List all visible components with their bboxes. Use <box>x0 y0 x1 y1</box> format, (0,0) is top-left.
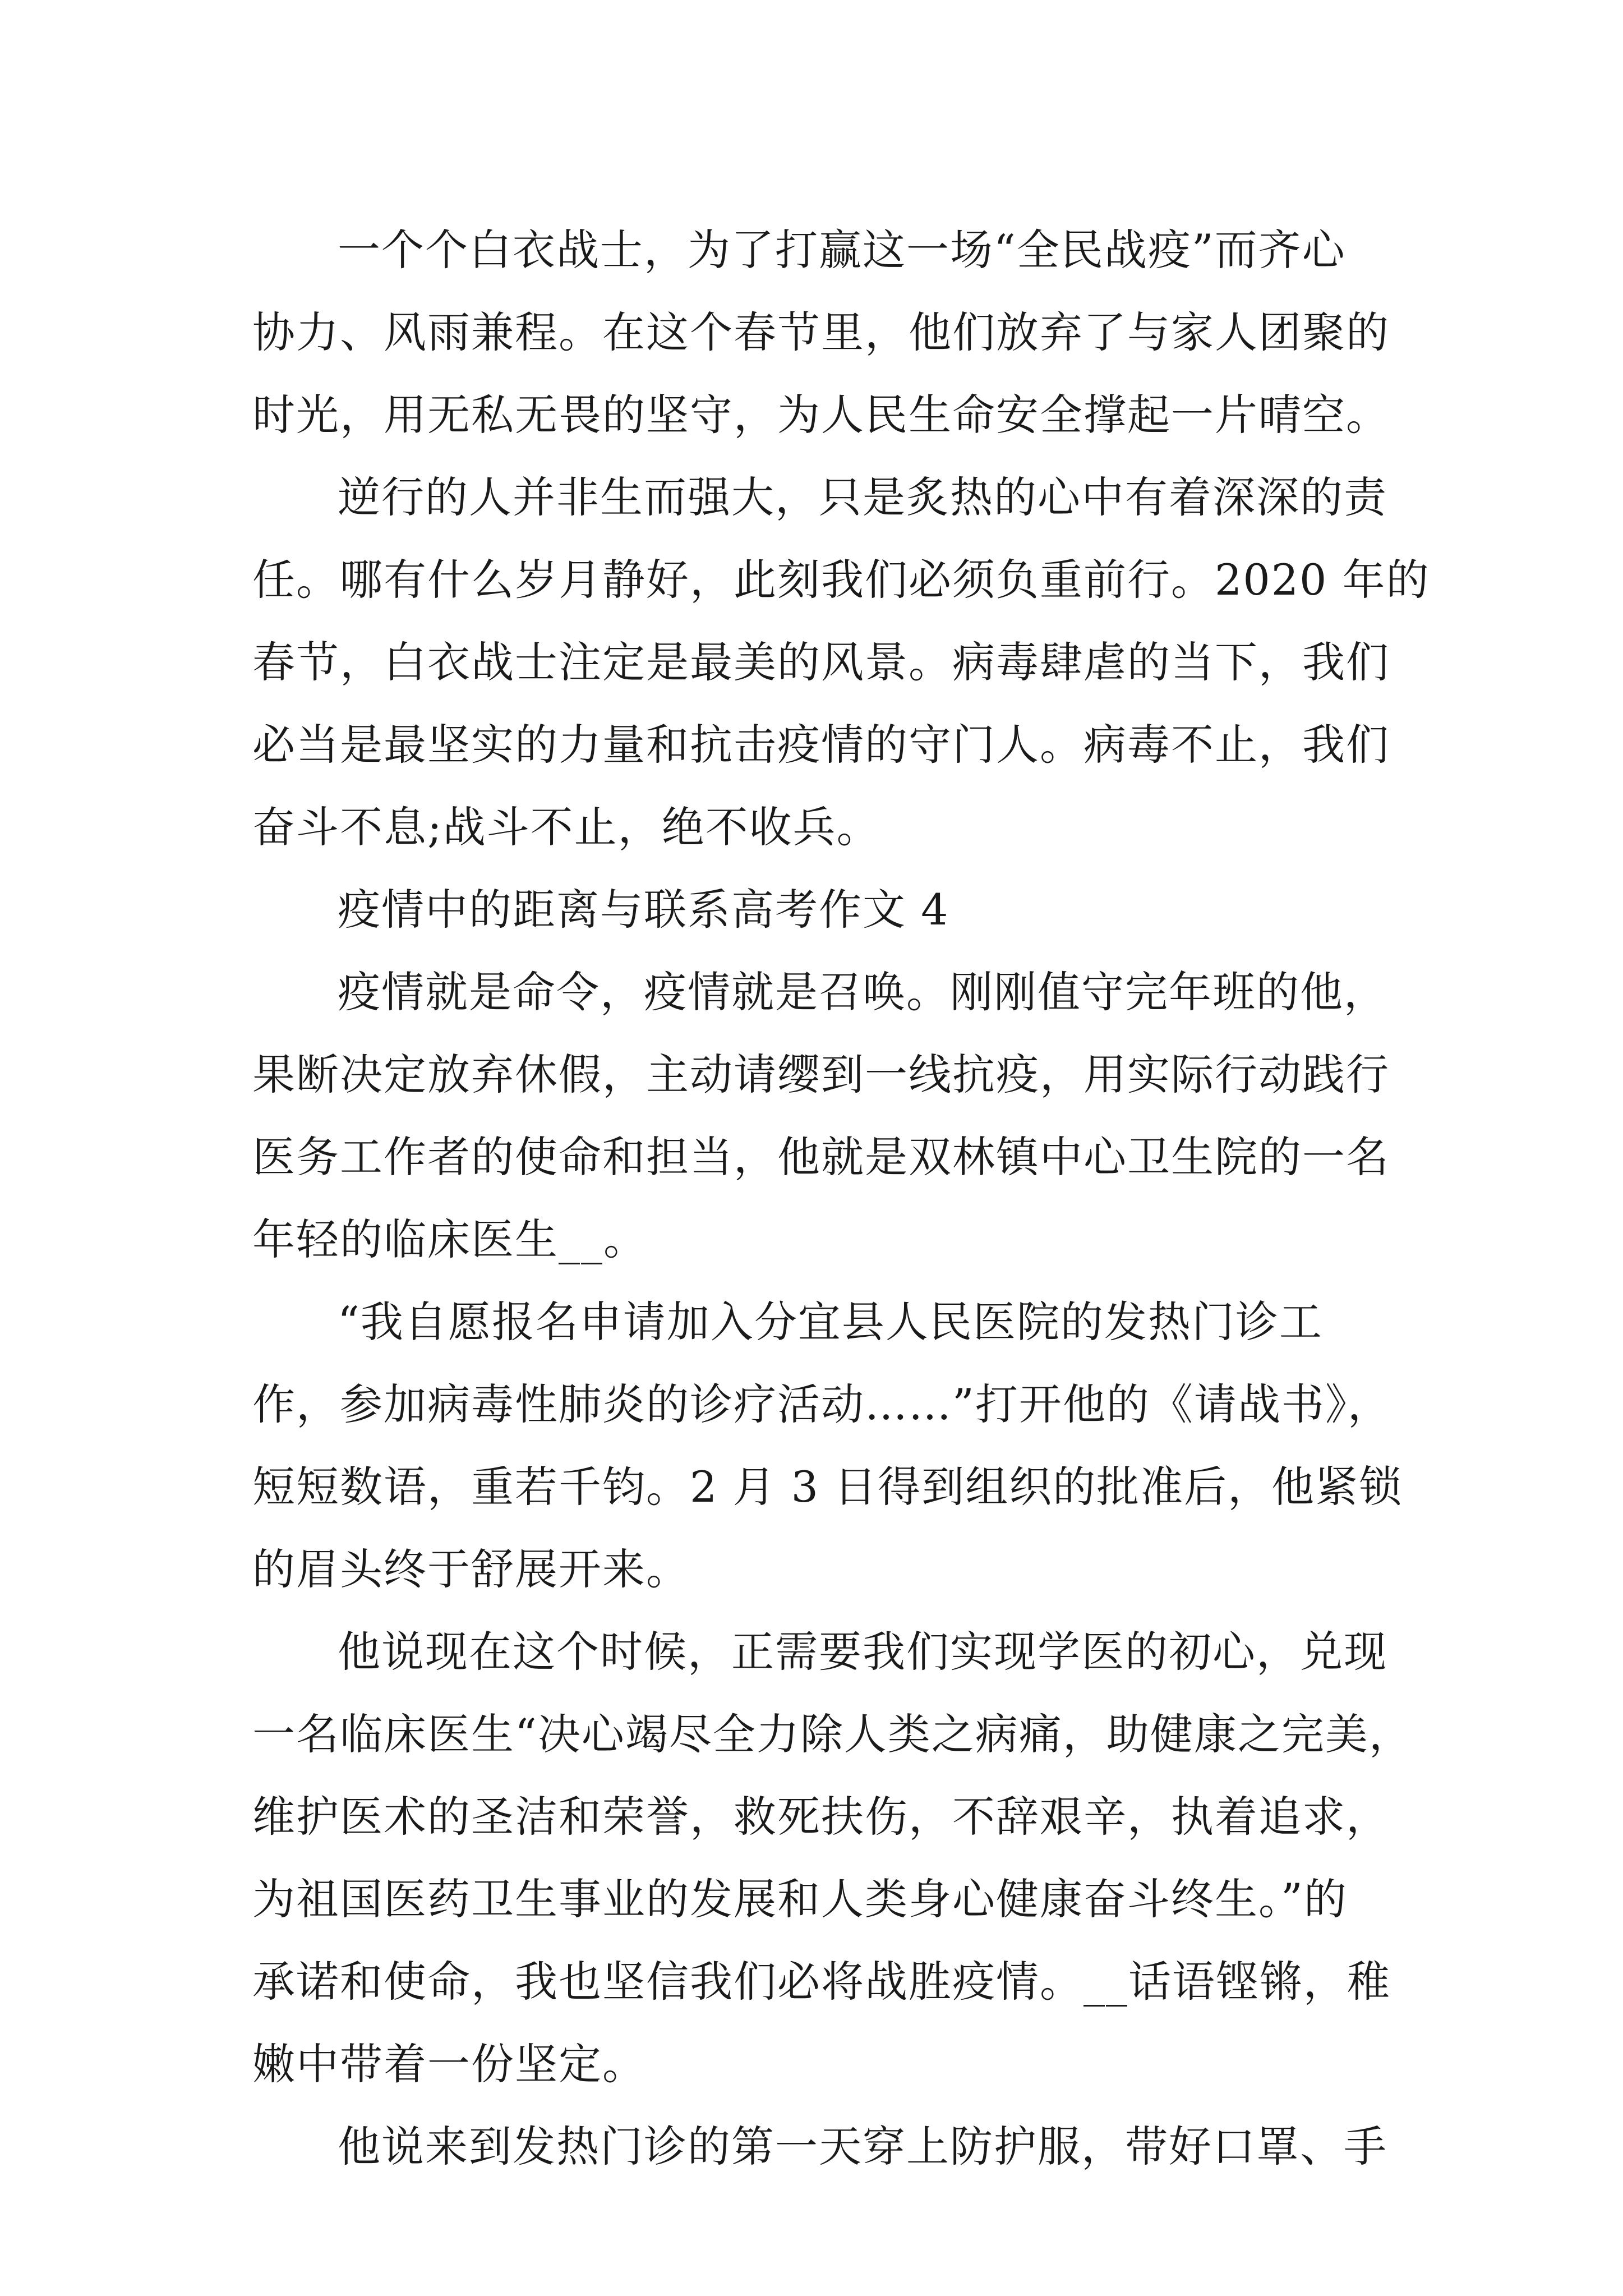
text-line: 必当是最坚实的力量和抗击疫情的守门人。病毒不止，我们 <box>252 720 1390 770</box>
text-line: 承诺和使命，我也坚信我们必将战胜疫情。__话语铿锵，稚 <box>252 1957 1391 2007</box>
text-line: 奋斗不息;战斗不止，绝不收兵。 <box>252 802 880 852</box>
text-line: 果断决定放弃休假，主动请缨到一线抗疫，用实际行动践行 <box>252 1050 1390 1099</box>
text-line: 时光，用无私无畏的坚守，为人民生命安全撑起一片晴空。 <box>252 390 1390 440</box>
text-line: 春节，白衣战士注定是最美的风景。病毒肆虐的当下，我们 <box>252 637 1390 687</box>
text-line: 一个个白衣战士，为了打赢这一场“全民战疫”而齐心 <box>338 225 1346 275</box>
text-line: 为祖国医药卫生事业的发展和人类身心健康奋斗终生。”的 <box>252 1874 1348 1924</box>
section-heading: 疫情中的距离与联系高考作文 4 <box>338 885 949 935</box>
text-line: “我自愿报名申请加入分宜县人民医院的发热门诊工 <box>338 1297 1323 1347</box>
text-line: 医务工作者的使命和担当，他就是双林镇中心卫生院的一名 <box>252 1132 1390 1182</box>
text-line: 他说来到发热门诊的第一天穿上防护服，带好口罩、手 <box>338 2122 1387 2171</box>
text-line: 疫情就是命令，疫情就是召唤。刚刚值守完年班的他， <box>338 967 1387 1017</box>
text-line: 维护医术的圣洁和荣誉，救死扶伤，不辞艰辛，执着追求， <box>252 1792 1390 1842</box>
text-line: 嫩中带着一份坚定。 <box>252 2039 646 2089</box>
text-line: 短短数语，重若千钧。2 月 3 日得到组织的批准后，他紧锁 <box>252 1462 1403 1512</box>
text-line: 任。哪有什么岁月静好，此刻我们必须负重前行。2020 年的 <box>252 555 1430 605</box>
text-line: 作，参加病毒性肺炎的诊疗活动……”打开他的《请战书》， <box>252 1379 1391 1429</box>
text-line: 一名临床医生“决心竭尽全力除人类之病痛，助健康之完美， <box>252 1709 1413 1759</box>
text-line: 的眉头终于舒展开来。 <box>252 1544 690 1594</box>
text-line: 逆行的人并非生而强大，只是炙热的心中有着深深的责 <box>338 472 1387 522</box>
document-body <box>252 209 1430 2188</box>
text-line: 协力、风雨兼程。在这个春节里，他们放弃了与家人团聚的 <box>252 307 1390 357</box>
text-line: 他说现在这个时候，正需要我们实现学医的初心，兑现 <box>338 1627 1387 1677</box>
text-line: 年轻的临床医生__。 <box>252 1214 647 1264</box>
